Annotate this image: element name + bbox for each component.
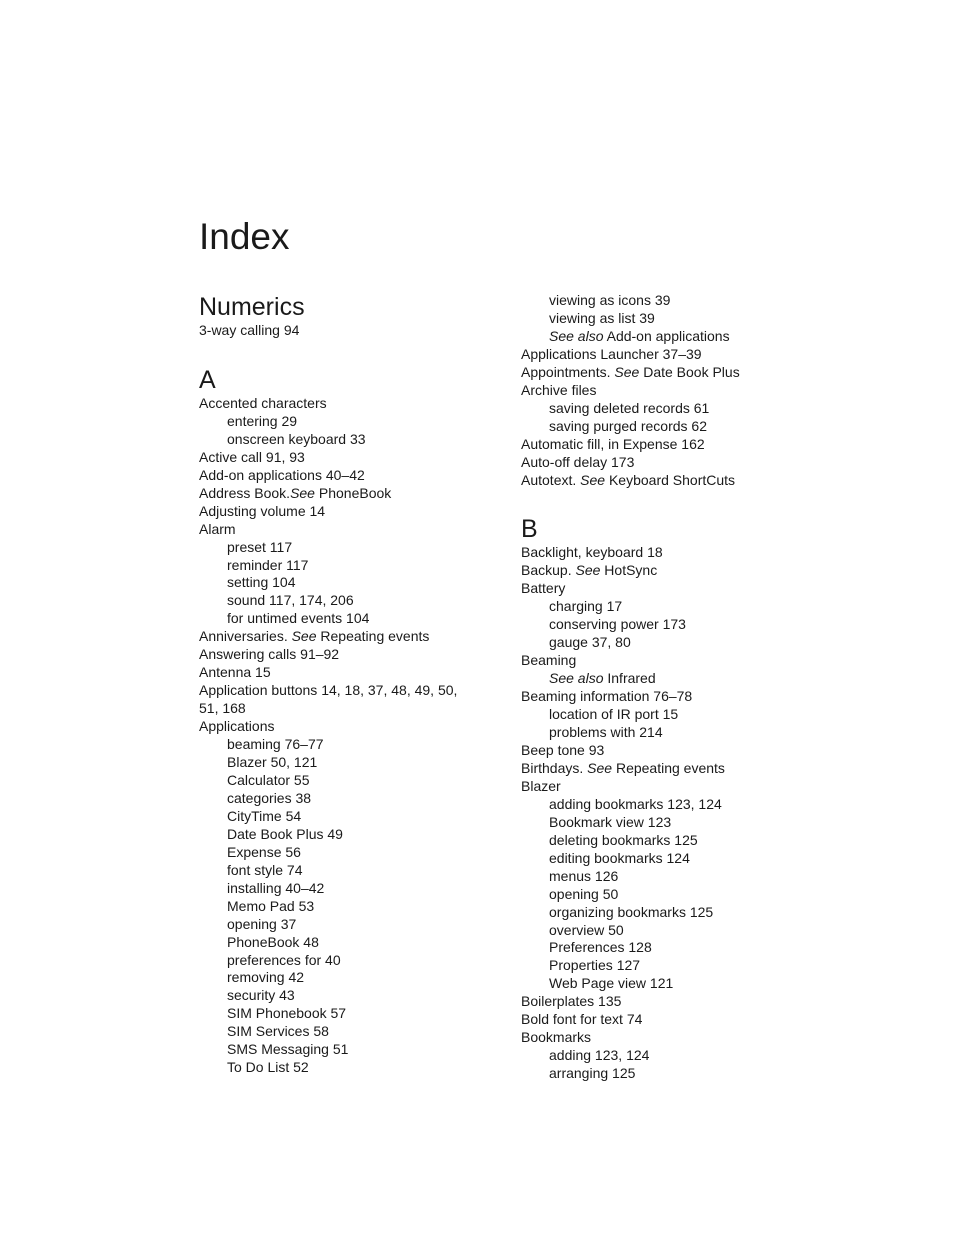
index-entry: Automatic fill, in Expense 162 — [521, 435, 705, 452]
index-entry: Appointments. See Date Book Plus — [521, 363, 740, 380]
index-subentry: security 43 — [227, 987, 295, 1004]
index-subentry: See also Infrared — [549, 670, 656, 687]
index-entry: Beaming information 76–78 — [521, 688, 693, 705]
index-subentry: Memo Pad 53 — [227, 897, 315, 914]
index-entry: Active call 91, 93 — [199, 448, 305, 465]
index-entry: Bold font for text 74 — [521, 1011, 643, 1028]
index-subentry: organizing bookmarks 125 — [549, 903, 714, 920]
index-subentry: opening 37 — [227, 915, 297, 932]
index-subentry: sound 117, 174, 206 — [227, 592, 354, 609]
index-subentry: setting 104 — [227, 574, 296, 591]
index-subentry: reminder 117 — [227, 556, 309, 573]
see-reference: See also — [549, 670, 604, 687]
index-entry: Antenna 15 — [199, 664, 271, 681]
index-entry: Add-on applications 40–42 — [199, 466, 365, 483]
index-entry: 3-way calling 94 — [199, 322, 300, 338]
index-subentry: preferences for 40 — [227, 951, 341, 968]
index-entry: Archive files — [521, 381, 597, 398]
section-spacer — [521, 489, 821, 514]
index-entry: Auto-off delay 173 — [521, 453, 635, 470]
section-heading: A — [199, 365, 216, 394]
index-subentry: editing bookmarks 124 — [549, 849, 690, 866]
page-title: Index — [199, 216, 290, 257]
index-subentry: Properties 127 — [549, 957, 641, 974]
index-entry: Backup. See HotSync — [521, 562, 658, 579]
index-column-right — [521, 292, 821, 1083]
index-entry: Adjusting volume 14 — [199, 502, 326, 519]
index-entry: Backlight, keyboard 18 — [521, 544, 663, 561]
index-subentry: arranging 125 — [549, 1065, 636, 1082]
index-entry: Accented characters — [199, 394, 327, 411]
index-subentry: SIM Services 58 — [227, 1023, 329, 1040]
index-subentry: entering 29 — [227, 412, 298, 429]
index-entry: Applications — [199, 718, 275, 735]
index-subentry: categories 38 — [227, 789, 312, 806]
index-subentry: Date Book Plus 49 — [227, 825, 343, 842]
index-entry: Blazer — [521, 777, 561, 794]
index-subentry: Preferences 128 — [549, 939, 652, 956]
section-heading: Numerics — [199, 293, 305, 321]
index-entry: Birthdays. See Repeating events — [521, 759, 725, 776]
index-entry: Anniversaries. See Repeating events — [199, 628, 430, 645]
index-subentry: location of IR port 15 — [549, 706, 679, 723]
index-column-left — [199, 292, 499, 1077]
section-heading: B — [521, 515, 538, 544]
index-subentry: Calculator 55 — [227, 771, 310, 788]
index-entry: Beep tone 93 — [521, 741, 605, 758]
index-subentry: CityTime 54 — [227, 807, 302, 824]
index-subentry: for untimed events 104 — [227, 610, 370, 627]
index-subentry: adding bookmarks 123, 124 — [549, 795, 722, 812]
index-subentry: conserving power 173 — [549, 616, 686, 633]
see-reference: See — [290, 484, 315, 501]
index-subentry: Expense 56 — [227, 843, 301, 860]
index-subentry: SIM Phonebook 57 — [227, 1005, 347, 1022]
index-subentry: Web Page view 121 — [549, 975, 674, 992]
index-entry: Beaming — [521, 652, 577, 669]
see-reference: See — [575, 562, 601, 579]
index-entry: Alarm — [199, 520, 236, 537]
index-subentry: PhoneBook 48 — [227, 933, 319, 950]
index-subentry: onscreen keyboard 33 — [227, 430, 366, 447]
index-subentry: menus 126 — [549, 867, 619, 884]
index-subentry: removing 42 — [227, 969, 305, 986]
index-entry: Address Book.See PhoneBook — [199, 484, 392, 501]
index-subentry: deleting bookmarks 125 — [549, 831, 698, 848]
index-subentry: problems with 214 — [549, 724, 663, 741]
index-subentry: charging 17 — [549, 598, 623, 615]
index-subentry: See also Add-on applications — [549, 327, 730, 344]
index-subentry: font style 74 — [227, 861, 303, 878]
see-reference: See — [291, 628, 317, 645]
index-subentry: viewing as icons 39 — [549, 292, 671, 308]
index-subentry: saving purged records 62 — [549, 417, 707, 434]
index-subentry: preset 117 — [227, 538, 293, 555]
see-reference: See — [614, 363, 640, 380]
index-entry: Autotext. See Keyboard ShortCuts — [521, 471, 736, 488]
index-subentry: gauge 37, 80 — [549, 634, 631, 651]
index-subentry: saving deleted records 61 — [549, 399, 710, 416]
index-entry: Battery — [521, 580, 566, 597]
index-subentry: viewing as list 39 — [549, 309, 655, 326]
index-subentry: To Do List 52 — [227, 1059, 309, 1076]
index-entry: Bookmarks — [521, 1029, 592, 1046]
index-subentry: SMS Messaging 51 — [227, 1041, 349, 1058]
index-subentry: Bookmark view 123 — [549, 813, 672, 830]
index-subentry: adding 123, 124 — [549, 1047, 650, 1064]
index-entry: Answering calls 91–92 — [199, 646, 340, 663]
index-subentry: installing 40–42 — [227, 879, 325, 896]
section-spacer — [199, 340, 499, 365]
index-entry: Application buttons 14, 18, 37, 48, 49, 50, 51, 168 — [199, 682, 458, 717]
see-reference: See — [580, 471, 606, 488]
index-entry: Boilerplates 135 — [521, 993, 622, 1010]
index-subentry: opening 50 — [549, 885, 619, 902]
index-subentry: overview 50 — [549, 921, 624, 938]
see-reference: See — [587, 759, 613, 776]
index-entry: Applications Launcher 37–39 — [521, 345, 702, 362]
index-subentry: Blazer 50, 121 — [227, 754, 318, 771]
index-subentry: beaming 76–77 — [227, 736, 324, 753]
see-reference: See also — [549, 327, 604, 344]
